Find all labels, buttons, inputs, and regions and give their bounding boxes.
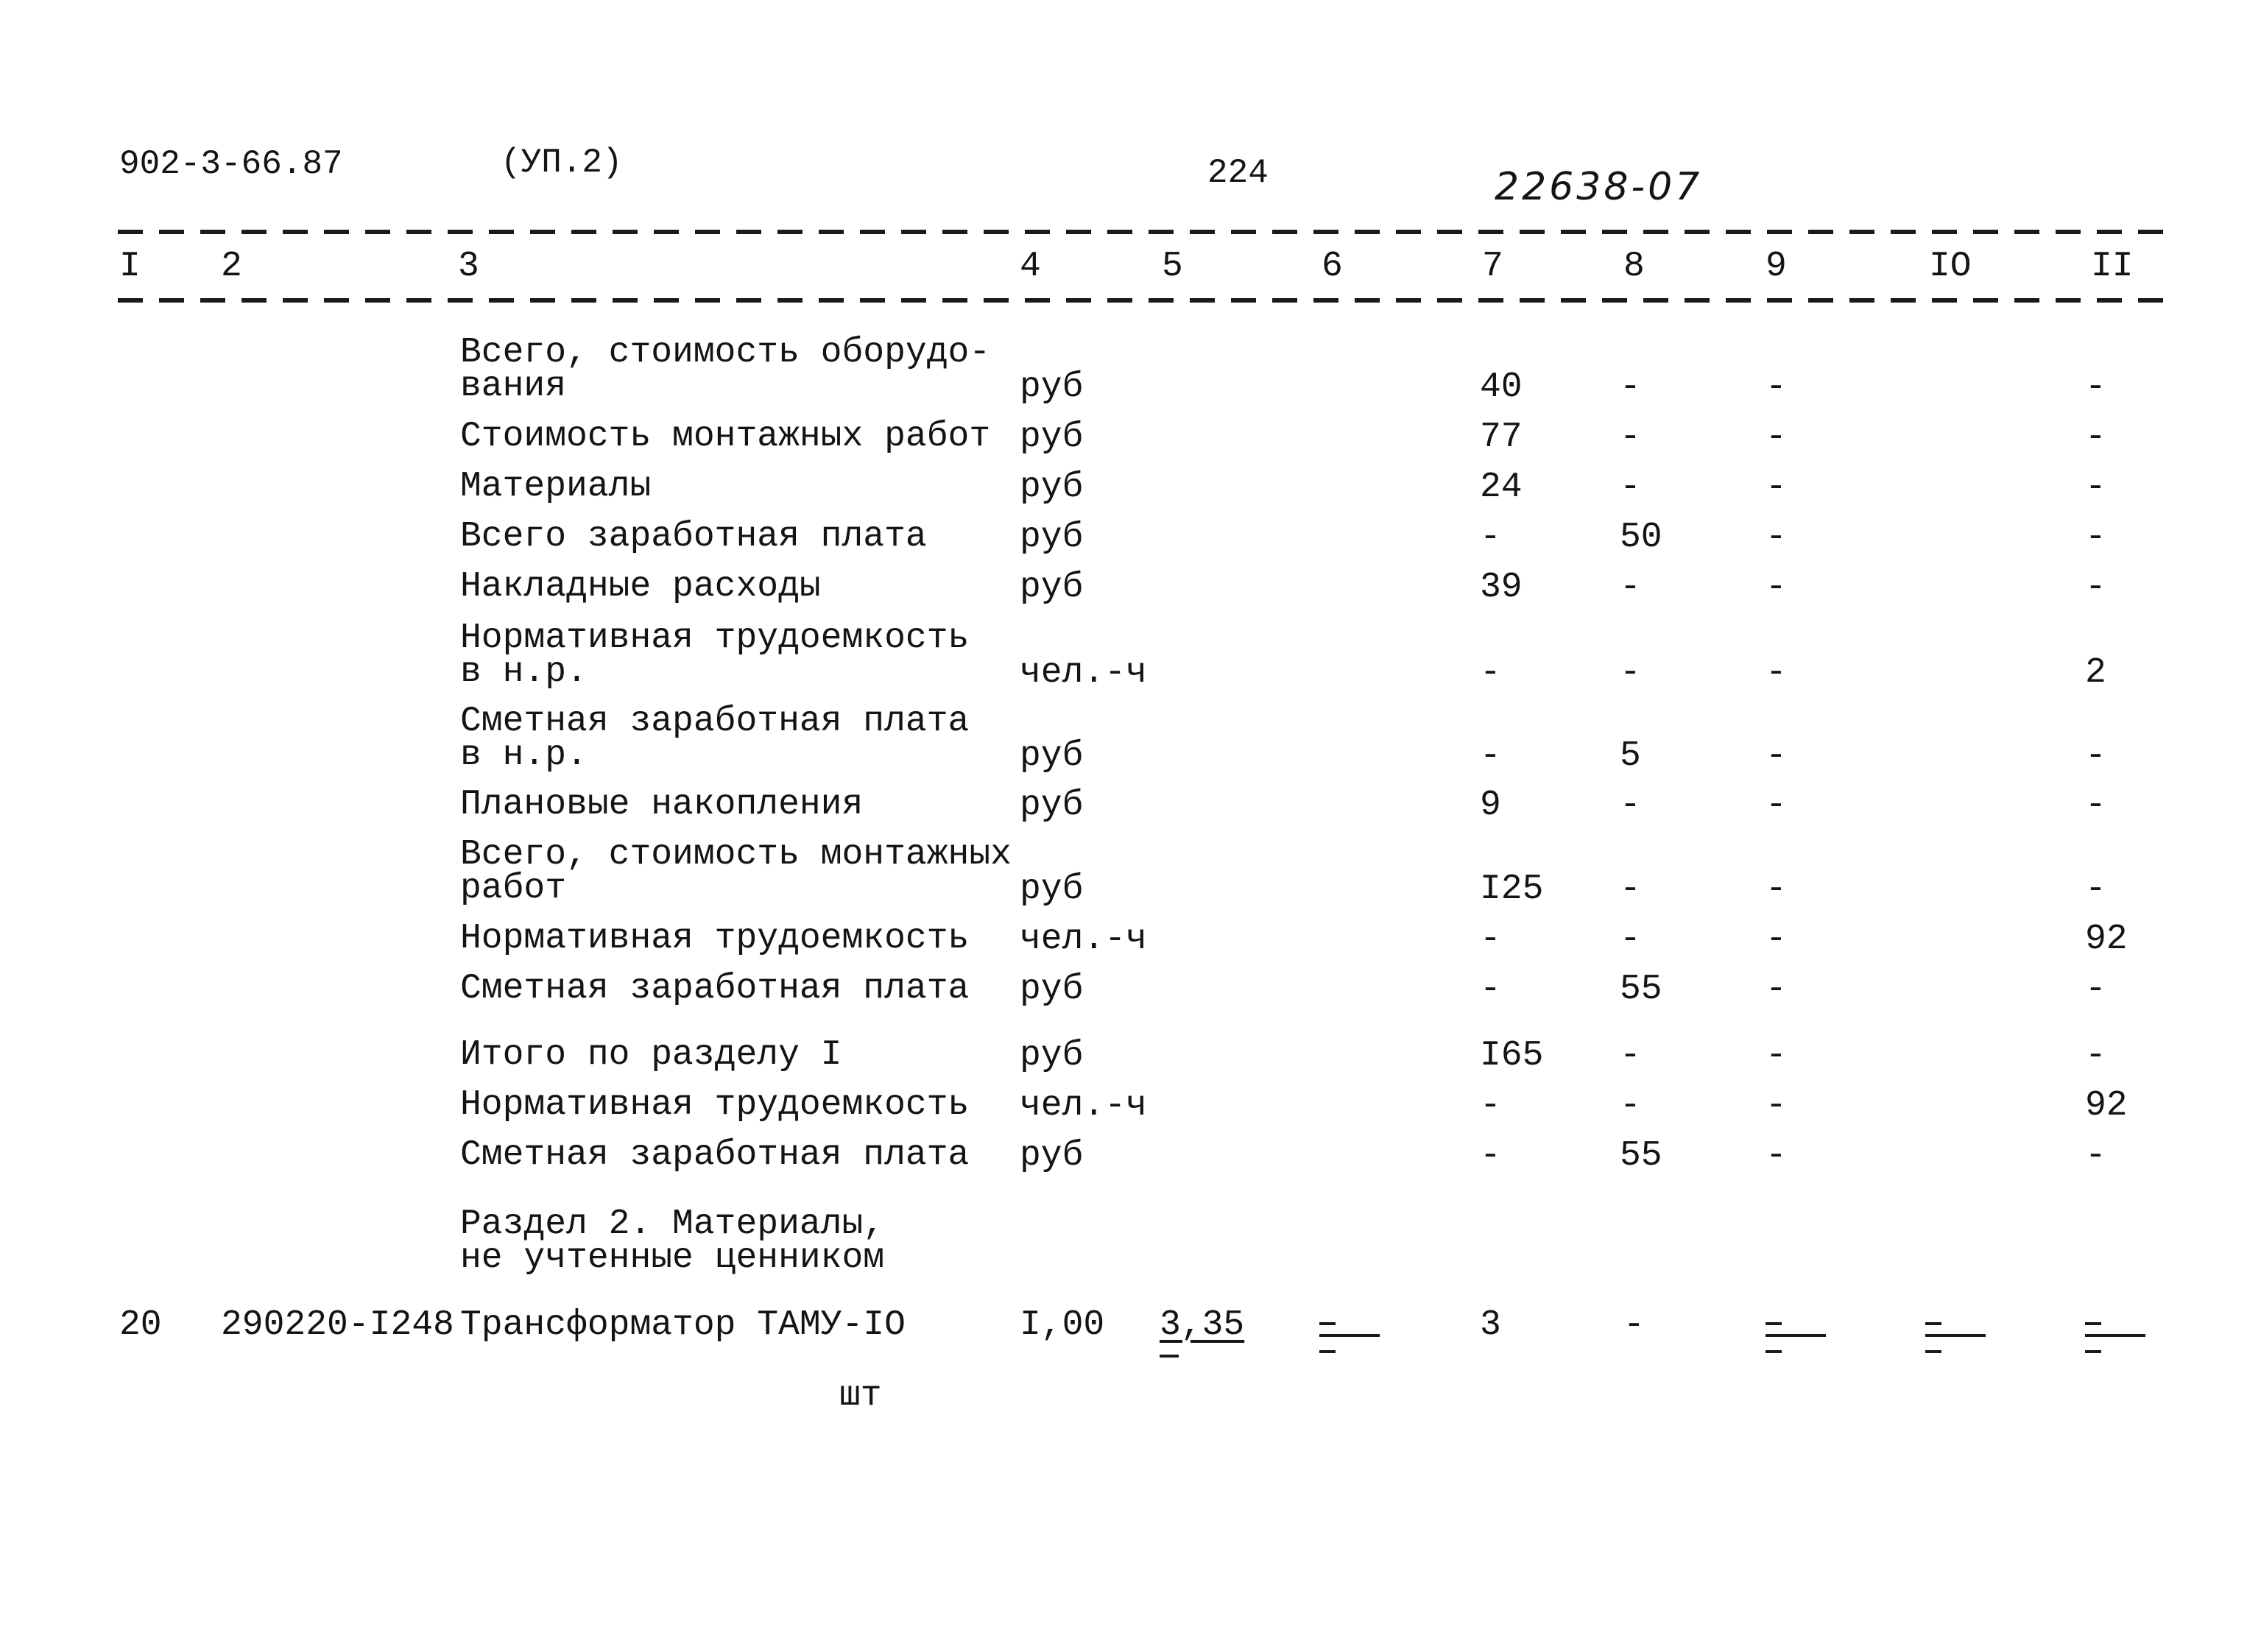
item-col7: 3 (1480, 1305, 1501, 1345)
row-description: Нормативная трудоемкость в н.р. (460, 618, 970, 692)
row-col11: - (2085, 518, 2106, 557)
row-description: Нормативная трудоемкость (460, 919, 970, 959)
row-unit: руб (1020, 736, 1084, 776)
row-description: Всего заработная плата (460, 517, 927, 557)
row-col11: - (2085, 1036, 2106, 1076)
item-col8: - (1623, 1305, 1645, 1345)
row-col8: - (1620, 869, 1641, 909)
row-col8: - (1620, 467, 1641, 507)
row-col8: - (1620, 919, 1641, 959)
row-col9: - (1766, 568, 1787, 607)
row-unit: руб (1020, 568, 1084, 607)
row-col11: - (2085, 417, 2106, 457)
row-unit: руб (1020, 786, 1084, 825)
row-col8: - (1620, 653, 1641, 693)
item-quantity: I,00 (1020, 1305, 1105, 1345)
row-description: Всего, стоимость оборудо- вания (460, 333, 991, 406)
row-col9: - (1766, 1086, 1787, 1126)
column-header-1: I (119, 247, 141, 286)
row-col9: - (1766, 367, 1787, 407)
row-col9: - (1766, 653, 1787, 693)
row-col11: 92 (2085, 919, 2128, 959)
col10-fraction-mark (1925, 1318, 1992, 1362)
row-unit: руб (1020, 467, 1084, 507)
row-col8: 55 (1620, 1136, 1662, 1176)
row-col8: - (1620, 417, 1641, 457)
row-description: Сметная заработная плата в н.р. (460, 702, 970, 775)
section2-title: Раздел 2. Материалы, не учтенные ценником (460, 1204, 885, 1278)
row-unit: руб (1020, 1036, 1084, 1076)
row-col7: 24 (1480, 467, 1523, 507)
row-col7: - (1480, 653, 1501, 693)
column-header-7: 7 (1482, 247, 1503, 286)
row-col9: - (1766, 467, 1787, 507)
row-col11: - (2085, 568, 2106, 607)
item-price: 3,35 (1160, 1305, 1245, 1345)
row-col9: - (1766, 1036, 1787, 1076)
row-description: Накладные расходы (460, 567, 821, 607)
column-header-8: 8 (1623, 247, 1645, 286)
row-col9: - (1766, 518, 1787, 557)
row-unit: руб (1020, 518, 1084, 557)
row-description: Сметная заработная плата (460, 1135, 970, 1175)
item-name: Трансформатор ТАМУ-IO (460, 1305, 906, 1345)
row-unit: чел.-ч (1020, 1086, 1147, 1126)
column-header-5: 5 (1162, 247, 1183, 286)
row-col7: - (1480, 970, 1501, 1009)
header-bottom-rule (118, 298, 2165, 303)
row-unit: руб (1020, 1136, 1084, 1176)
column-header-11: II (2091, 247, 2134, 286)
row-col7: I65 (1480, 1036, 1544, 1076)
row-col9: - (1766, 970, 1787, 1009)
row-col8: 5 (1620, 736, 1641, 776)
row-col7: - (1480, 736, 1501, 776)
column-header-9: 9 (1766, 247, 1787, 286)
row-col11: - (2085, 786, 2106, 825)
row-description: Сметная заработная плата (460, 969, 970, 1009)
row-col7: - (1480, 919, 1501, 959)
row-col8: - (1620, 1086, 1641, 1126)
doc-code: 902-3-66.87 (119, 145, 343, 183)
row-col11: - (2085, 467, 2106, 507)
row-description: Плановые накопления (460, 785, 864, 825)
price-dash-mark (1160, 1347, 1226, 1391)
row-col8: - (1620, 367, 1641, 407)
row-description: Стоимость монтажных работ (460, 417, 991, 456)
page-number: 224 (1207, 154, 1269, 192)
row-col9: - (1766, 919, 1787, 959)
row-col11: - (2085, 367, 2106, 407)
row-col8: - (1620, 568, 1641, 607)
row-col11: 2 (2085, 653, 2106, 693)
column-header-6: 6 (1322, 247, 1343, 286)
row-unit: чел.-ч (1020, 653, 1147, 693)
row-unit: чел.-ч (1020, 919, 1147, 959)
row-col9: - (1766, 869, 1787, 909)
row-description: Нормативная трудоемкость (460, 1085, 970, 1125)
col6-fraction-mark (1319, 1318, 1386, 1362)
row-col7: 77 (1480, 417, 1523, 457)
row-col9: - (1766, 417, 1787, 457)
row-col8: 55 (1620, 970, 1662, 1009)
row-col8: 50 (1620, 518, 1662, 557)
item-number: 20 (119, 1305, 162, 1345)
row-col11: - (2085, 1136, 2106, 1176)
column-header-4: 4 (1020, 247, 1041, 286)
row-col7: - (1480, 1136, 1501, 1176)
column-header-10: IO (1929, 247, 1972, 286)
column-header-3: 3 (458, 247, 479, 286)
row-col11: 92 (2085, 1086, 2128, 1126)
row-col11: - (2085, 736, 2106, 776)
row-col7: I25 (1480, 869, 1544, 909)
column-header-2: 2 (221, 247, 242, 286)
row-col7: - (1480, 518, 1501, 557)
row-unit: руб (1020, 417, 1084, 457)
row-unit: руб (1020, 367, 1084, 407)
row-col7: 39 (1480, 568, 1523, 607)
row-col11: - (2085, 970, 2106, 1009)
row-col9: - (1766, 786, 1787, 825)
row-col7: - (1480, 1086, 1501, 1126)
row-unit: руб (1020, 970, 1084, 1009)
item-code: 290220-I248 (221, 1305, 454, 1345)
handwritten-code: 22638-07 (1495, 165, 1703, 209)
col9-fraction-mark (1766, 1318, 1832, 1362)
col11-fraction-mark (2085, 1318, 2151, 1362)
row-description: Всего, стоимость монтажных работ (460, 835, 1012, 908)
album-label: (УП.2) (501, 144, 623, 182)
row-col9: - (1766, 736, 1787, 776)
header-top-rule (118, 230, 2165, 234)
row-col7: 9 (1480, 786, 1501, 825)
row-col9: - (1766, 1136, 1787, 1176)
item-quantity-unit: шт (839, 1376, 882, 1416)
row-unit: руб (1020, 869, 1084, 909)
row-col8: - (1620, 1036, 1641, 1076)
row-description: Материалы (460, 467, 652, 506)
row-col7: 40 (1480, 367, 1523, 407)
row-col11: - (2085, 869, 2106, 909)
row-col8: - (1620, 786, 1641, 825)
row-description: Итого по разделу I (460, 1035, 842, 1075)
